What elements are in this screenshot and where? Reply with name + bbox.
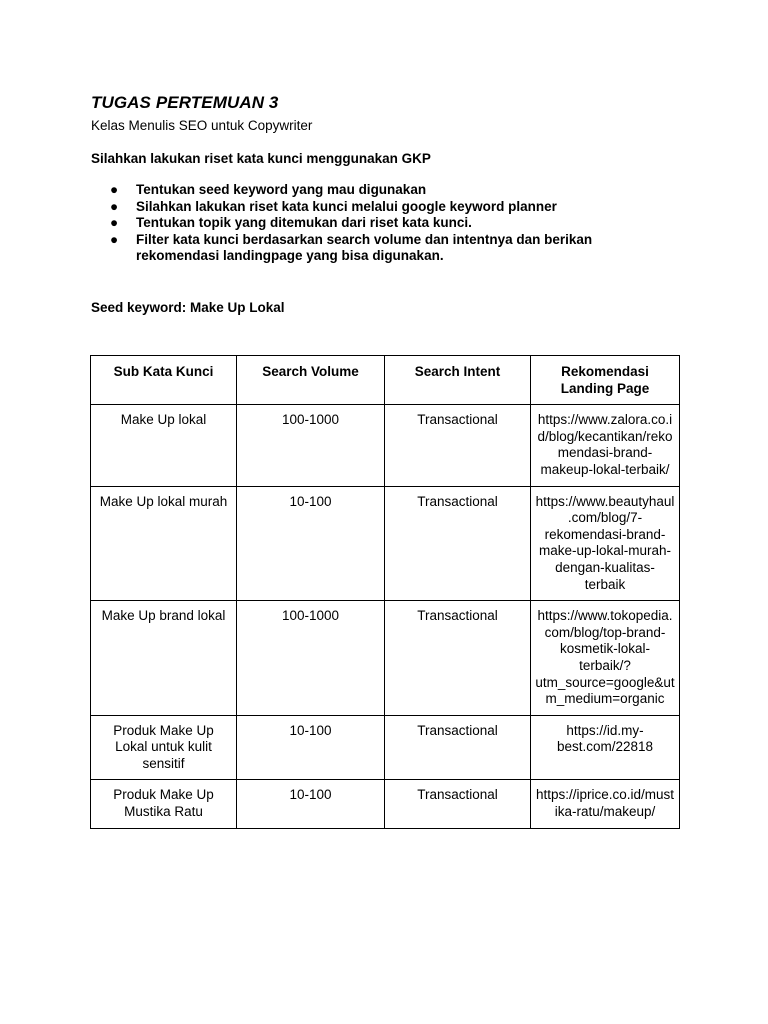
header-sub-kata-kunci: Sub Kata Kunci bbox=[91, 356, 237, 405]
cell-landing-page-link[interactable]: https://iprice.co.id/mustika-ratu/makeup/ bbox=[531, 780, 680, 828]
task-text: Tentukan topik yang ditemukan dari riset kata kunci. bbox=[136, 215, 472, 231]
cell-keyword: Produk Make Up Lokal untuk kulit sensitif bbox=[91, 715, 237, 780]
task-item bbox=[110, 232, 670, 265]
bullet-icon: ● bbox=[110, 182, 119, 197]
header-landing-page: Rekomendasi Landing Page bbox=[531, 356, 680, 405]
seed-keyword: Seed keyword: Make Up Lokal bbox=[91, 300, 285, 315]
cell-landing-page-link[interactable]: https://id.my-best.com/22818 bbox=[531, 715, 680, 780]
cell-keyword: Make Up brand lokal bbox=[91, 601, 237, 716]
cell-intent: Transactional bbox=[385, 486, 531, 601]
header-search-volume: Search Volume bbox=[237, 356, 385, 405]
table-row bbox=[91, 405, 680, 486]
bullet-icon: ● bbox=[110, 198, 119, 214]
table-row bbox=[91, 601, 680, 716]
keyword-table bbox=[90, 355, 680, 829]
document-subtitle: Kelas Menulis SEO untuk Copywriter bbox=[91, 118, 313, 133]
instruction-text: Silahkan lakukan riset kata kunci menggunakan GKP bbox=[91, 151, 431, 166]
task-item bbox=[110, 182, 670, 199]
table-row bbox=[91, 715, 680, 780]
cell-intent: Transactional bbox=[385, 780, 531, 828]
cell-landing-page-link[interactable]: https://www.tokopedia.com/blog/top-brand-kosmetik-lokal-terbaik/?utm_source=google&utm_medium=organic bbox=[531, 601, 680, 716]
task-text: Filter kata kunci berdasarkan search volume dan intentnya dan berikan rekomendasi landingpage yang bisa digunakan. bbox=[136, 231, 593, 264]
task-item bbox=[110, 215, 670, 232]
cell-volume: 100-1000 bbox=[237, 405, 385, 486]
task-item bbox=[110, 199, 670, 216]
table-row bbox=[91, 486, 680, 601]
cell-landing-page-link[interactable]: https://www.zalora.co.id/blog/kecantikan/rekomendasi-brand-makeup-lokal-terbaik/ bbox=[531, 405, 680, 486]
cell-volume: 10-100 bbox=[237, 715, 385, 780]
bullet-icon: ● bbox=[110, 231, 119, 247]
table-row bbox=[91, 780, 680, 828]
task-text: Silahkan lakukan riset kata kunci melalui google keyword planner bbox=[136, 198, 557, 214]
cell-landing-page-link[interactable]: https://www.beautyhaul.com/blog/7-rekomendasi-brand-make-up-lokal-murah-dengan-kualitas-terbaik bbox=[531, 486, 680, 601]
cell-volume: 10-100 bbox=[237, 780, 385, 828]
task-text: Tentukan seed keyword yang mau digunakan bbox=[136, 182, 427, 197]
table-header-row bbox=[91, 356, 680, 405]
document-title: TUGAS PERTEMUAN 3 bbox=[91, 93, 279, 112]
bullet-icon: ● bbox=[110, 215, 119, 231]
cell-intent: Transactional bbox=[385, 601, 531, 716]
task-list bbox=[110, 182, 670, 265]
cell-keyword: Make Up lokal bbox=[91, 405, 237, 486]
cell-intent: Transactional bbox=[385, 405, 531, 486]
cell-volume: 10-100 bbox=[237, 486, 385, 601]
cell-intent: Transactional bbox=[385, 715, 531, 780]
cell-keyword: Produk Make Up Mustika Ratu bbox=[91, 780, 237, 828]
header-search-intent: Search Intent bbox=[385, 356, 531, 405]
cell-volume: 100-1000 bbox=[237, 601, 385, 716]
cell-keyword: Make Up lokal murah bbox=[91, 486, 237, 601]
